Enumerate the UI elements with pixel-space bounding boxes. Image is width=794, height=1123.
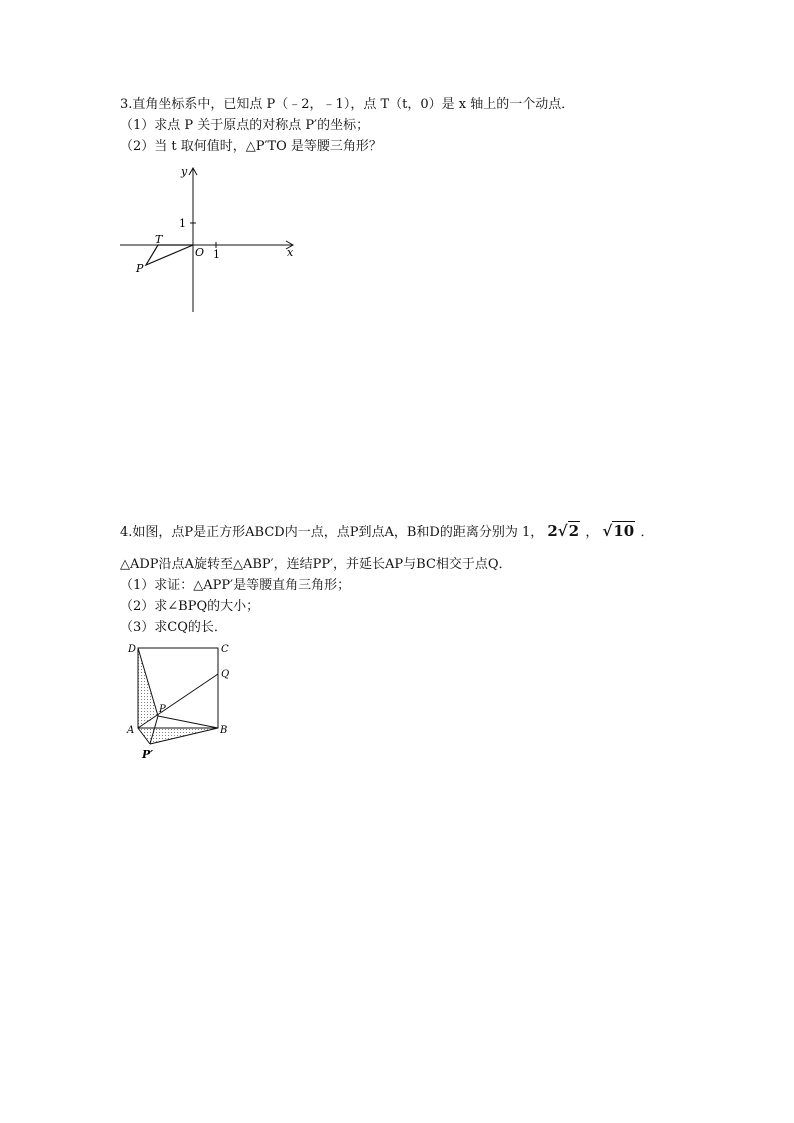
label-origin: O	[195, 246, 205, 259]
q4-part3: （3）求CQ的长．	[120, 620, 227, 635]
label-t: T	[155, 233, 163, 246]
q4-line2: △ADP沿点A旋转至△ABP′，连结PP′，并延长AP与BC相交于点Q．	[120, 557, 512, 572]
label-a: A	[127, 725, 135, 736]
label-p-prime: P′	[142, 748, 154, 761]
q4-value-2-radicand: 10	[613, 522, 635, 540]
label-d: D	[128, 644, 137, 655]
segment-pb	[158, 716, 218, 728]
label-q: Q	[221, 669, 230, 680]
sqrt-symbol-1: √	[557, 522, 568, 540]
q4-stem-text: 4.如图，点P是正方形ABCD内一点，点P到点A，B和D的距离分别为 1，	[120, 525, 544, 540]
q3-part1: （1）求点 P 关于原点的对称点 P′的坐标；	[120, 118, 370, 133]
label-x-one: 1	[213, 248, 220, 261]
q3-stem: 3.直角坐标系中，已知点 P（﹣2，﹣1），点 T（t，0）是 x 轴上的一个动点．	[120, 97, 575, 112]
label-p-point: P	[159, 704, 166, 715]
q4-value-2	[602, 521, 640, 540]
q4-separator: ，	[585, 525, 599, 540]
q4-value-1-radicand: 2	[568, 522, 580, 540]
label-p: P	[136, 262, 144, 275]
q4-part2: （2）求∠BPQ的大小；	[120, 599, 260, 614]
q4-part1: （1）求证：△APP′是等腰直角三角形；	[120, 578, 351, 593]
q3-coordinate-figure	[115, 160, 305, 318]
label-x: x	[287, 246, 294, 259]
label-y-one: 1	[179, 217, 186, 230]
label-b: B	[220, 725, 228, 736]
q4-value-1	[547, 521, 585, 540]
label-c: C	[221, 644, 229, 655]
q4-value-1-coef: 2	[547, 522, 558, 540]
label-y: y	[181, 165, 188, 178]
q3-part2: （2）当 t 取何值时，△P′TO 是等腰三角形？	[120, 139, 382, 154]
triangle-pto	[146, 245, 193, 265]
sqrt-symbol-2: √	[602, 522, 613, 540]
q4-square-figure	[122, 638, 242, 764]
q4-end: ．	[640, 525, 654, 540]
q4-stem	[120, 523, 653, 541]
